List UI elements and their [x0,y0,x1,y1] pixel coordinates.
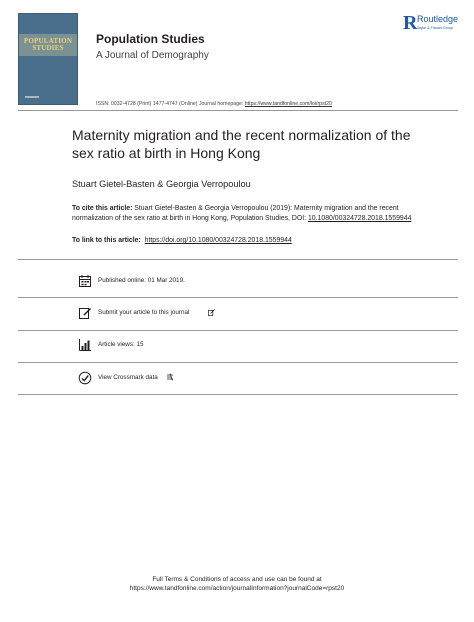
submit-article-link[interactable]: Submit your article to this journal [98,309,190,316]
info-divider-3 [18,362,458,363]
terms-line-2[interactable]: https://www.tandfonline.com/action/journalInformation?journalCode=rpst20 [129,585,345,592]
crossmark-row[interactable] [72,370,242,388]
journal-cover-image [18,13,78,105]
terms-footer [0,575,474,593]
terms-line-1: Full Terms & Conditions of access and use can be found at [152,576,322,583]
article-views-row [72,337,242,355]
routledge-r-icon: R [403,12,418,34]
info-top-divider [18,259,458,260]
journal-subtitle: A Journal of Demography [96,50,209,61]
article-doi-link[interactable]: https://doi.org/10.1080/00324728.2018.1559944 [144,237,292,244]
article-link-line [72,237,292,244]
edit-small-icon [208,309,215,316]
citation-block [72,204,422,223]
cover-title-line-2: STUDIES [32,44,64,52]
issn-line [96,101,332,107]
bar-chart-icon [78,338,92,352]
header-divider [18,110,458,111]
info-divider-1 [18,297,458,298]
published-online-text: Published online: 01 Mar 2019. [98,277,185,284]
citation-label: To cite this article: [72,205,133,212]
calendar-icon [78,274,92,288]
submit-article-row[interactable] [72,305,242,323]
cover-title-line-1: POPULATION [23,37,73,45]
publisher-logo[interactable] [403,13,465,35]
citation-doi-link[interactable]: 10.1080/00324728.2018.1559944 [307,214,412,222]
crossmark-link[interactable]: View Crossmark data [98,374,158,381]
crossmark-icon [78,371,92,385]
issn-text: ISSN: 0032-4728 (Print) 1477-4747 (Online) Journal homepage: [96,101,245,107]
publisher-tagline: Taylor & Francis Group [417,26,453,30]
journal-title: Population Studies [96,32,205,46]
journal-homepage-link[interactable]: https://www.tandfonline.com/loi/rpst20 [244,101,332,107]
cover-title [23,38,73,52]
info-divider-2 [18,330,458,331]
crossmark-small-icon [166,373,174,381]
article-views-text: Article views: 15 [98,341,144,348]
info-bottom-divider [18,394,458,395]
article-title: Maternity migration and the recent normalization of the sex ratio at birth in Hong Kong [72,127,411,161]
article-authors: Stuart Gietel-Basten & Georgia Verropoulou [72,179,251,189]
cover-decoration [25,96,39,98]
link-label: To link to this article: [72,237,141,244]
edit-icon [78,306,92,320]
citation-text: Stuart Gietel-Basten & Georgia Verropoulou (2019): Maternity migration and the recent normalization of the sex ratio at birth in Hong Kong, Population Studies, DOI: [72,205,399,222]
publisher-name: Routledge [417,14,459,24]
published-online-row [72,273,242,291]
